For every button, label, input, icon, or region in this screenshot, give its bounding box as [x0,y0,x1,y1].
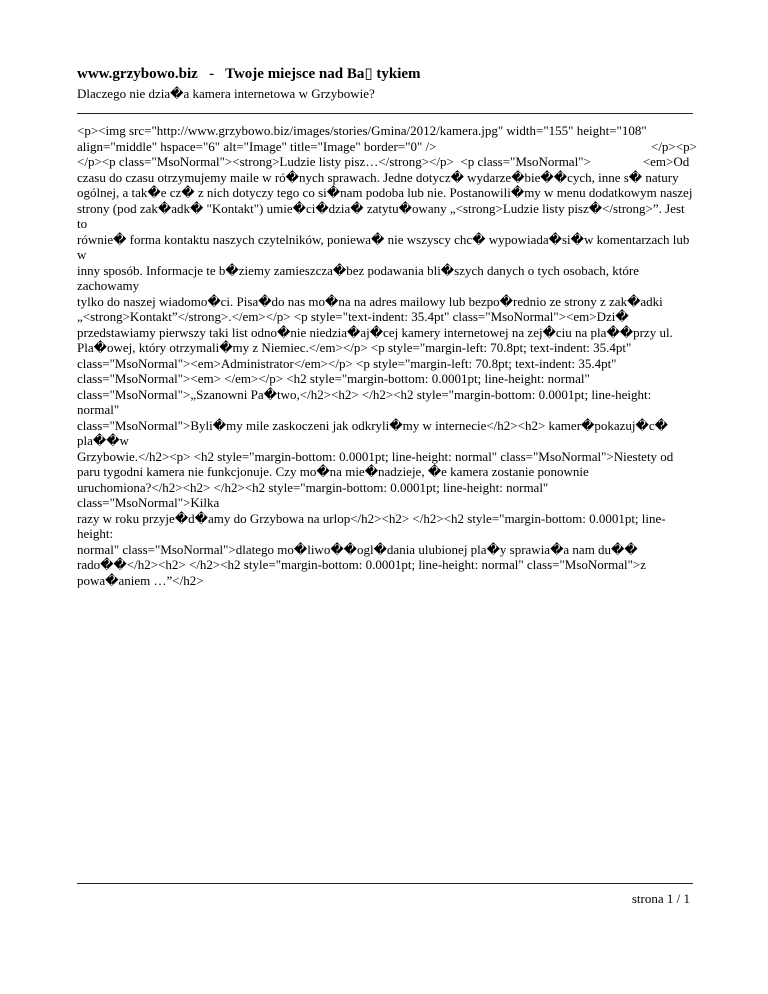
body-line-4: czasu do czasu otrzymujemy maile w ró�nych sprawach. Jedne dotycz� wydarze�bie��cych, inne s� natury [77,169,679,185]
article-body [77,123,697,588]
body-line-19: uruchomiona?</h2><h2> </h2><h2 style="margin-bottom: 0.0001pt; line-height: normal" class="MsoNormal">Kilka [77,479,549,510]
body-line-21: normal" class="MsoNormal">dlatego mo�liwo��ogl�dania ulubionej pla�y sprawia�a nam du�� [77,541,638,557]
body-line-5: ogólnej, a tak�e cz� z nich dotyczy tego co si�nam podoba lub nie. Postanowili�my w menu dodatkowym naszej [77,185,693,200]
body-line-18: paru tygodni kamera nie funkcjonuje. Czy mo�na mie�nadzieje, �e kamera zostanie ponownie [77,464,589,479]
body-line-3: </p><p class="MsoNormal"><strong>Ludzie listy pisz…</strong></p> <p class="MsoNormal"> <em>Od [77,154,690,169]
body-line-22: rado��</h2><h2> </h2><h2 style="margin-bottom: 0.0001pt; line-height: normal" class="MsoNormal">z [77,557,647,572]
document-header [77,64,689,102]
body-line-13: class="MsoNormal"><em>Administrator</em></p> <p style="margin-left: 70.8pt; text-indent: 35.4pt" [77,355,617,371]
body-line-17: Grzybowie.</h2><p> <h2 style="margin-bottom: 0.0001pt; line-height: normal" class="MsoNormal">Niestety od [77,448,674,464]
site-title [77,64,689,84]
body-line-2: align="middle" hspace="6" alt="Image" title="Image" border="0" /> </p><p> [77,138,697,154]
body-line-23: powa�aniem …”</h2> [77,572,204,588]
body-line-7: równie� forma kontaktu naszych czytelników, poniewa� nie wszyscy chc� wypowiada�si�w komentarzach lub w [77,231,690,262]
header-divider [77,113,693,114]
body-line-15: class="MsoNormal">„Szanowni Pa�two,</h2><h2> </h2><h2 style="margin-bottom: 0.0001pt; line-height: normal" [77,386,652,417]
article-title: Dlaczego nie dzia�a kamera internetowa w Grzybowie? [77,86,375,101]
body-line-6: strony (pod zak�adk� "Kontakt") umie�ci�dzia� zatytu�owany „<strong>Ludzie listy pisz�</strong>”. Jest to [77,200,685,231]
body-line-1: <p><img src="http://www.grzybowo.biz/images/stories/Gmina/2012/kamera.jpg" width="155" height="108" [77,123,647,138]
body-line-11: przedstawiamy pierwszy taki list odno�nie niedzia�aj�cej kamery internetowej na zej�ciu na pla��przy ul. [77,324,673,340]
body-line-9: tylko do naszej wiadomo�ci. Pisa�do nas mo�na na adres mailowy lub bezpo�rednio ze strony z zak�adki [77,293,663,309]
body-line-12: Pla�owej, który otrzymali�my z Niemiec.</em></p> <p style="margin-left: 70.8pt; text-indent: 35.4pt" [77,340,632,355]
site-url: www.grzybowo.biz [77,66,198,82]
body-line-10: „<strong>Kontakt”</strong>.</em></p> <p style="text-indent: 35.4pt" class="MsoNormal"><em>Dzi� [77,309,629,324]
body-line-14: class="MsoNormal"><em> </em></p> <h2 style="margin-bottom: 0.0001pt; line-height: normal" [77,371,590,386]
body-line-8: inny sposób. Informacje te b�ziemy zamieszcza�bez podawania bli�szych danych o tych osobach, które zachowamy [77,262,639,293]
page-number: strona 1 / 1 [631,891,690,906]
body-line-16: class="MsoNormal">Byli�my mile zaskoczeni jak odkryli�my w internecie</h2><h2> kamer�pokazuj�c� pla��w [77,417,668,448]
site-tagline: Twoje miejsce nad Ba▯ tykiem [225,66,421,82]
body-line-20: razy w roku przyje�d�amy do Grzybowa na urlop</h2><h2> </h2><h2 style="margin-bottom: 0.0001pt; line-height: [77,510,666,541]
title-separator: - [209,66,215,82]
footer-divider [77,883,693,884]
